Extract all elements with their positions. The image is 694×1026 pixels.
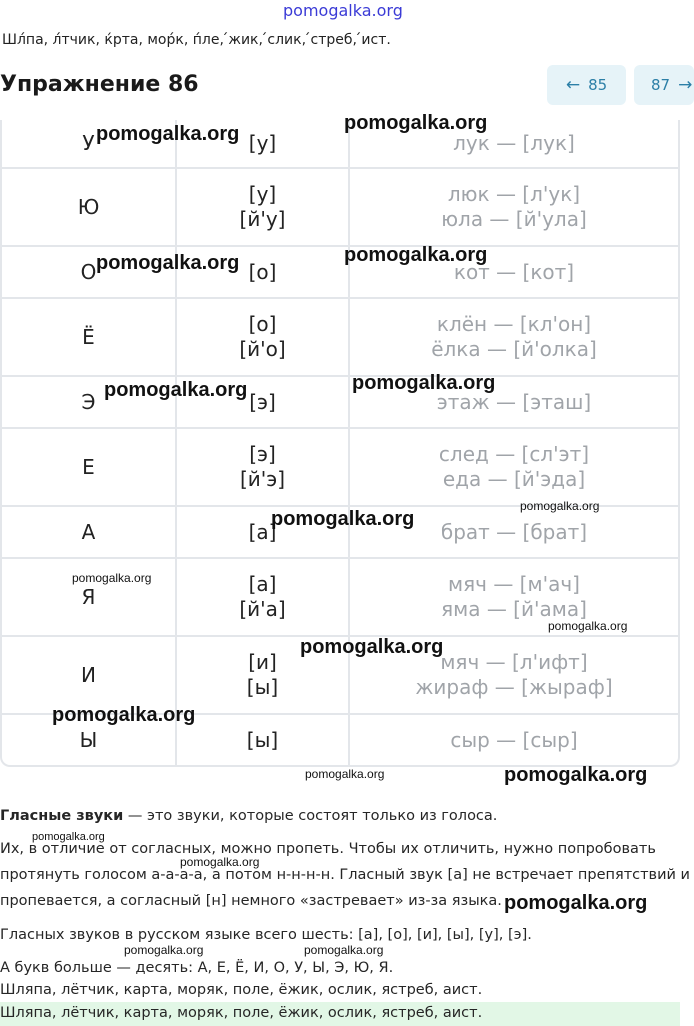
previous-answer-line: Шл́па, л́тчик, ќрта, мор́к, п́ле, ́жик, ́слик, ́стреб, ́ист.: [2, 32, 391, 48]
letter-cell: О: [2, 246, 176, 298]
letter-cell: Э: [2, 376, 176, 428]
table-row: [2, 168, 678, 246]
letter-cell: И: [2, 636, 176, 714]
watermark: pomogalka.org: [180, 855, 260, 869]
arrow-left-icon: ←: [565, 75, 581, 95]
watermark: pomogalka.org: [72, 571, 152, 585]
watermark: pomogalka.org: [305, 767, 385, 781]
watermark: pomogalka.org: [124, 943, 204, 957]
sounds-cell: [э]: [176, 376, 349, 428]
examples-cell: мяч — [м'ач] яма — [й'ама]: [349, 558, 678, 636]
letter-cell: Ю: [2, 168, 176, 246]
vowel-table: [0, 120, 680, 767]
letter-cell: Я: [2, 558, 176, 636]
vowel-sounds-count: Гласных звуков в русском языке всего шесть: [а], [о], [и], [ы], [у], [э].: [0, 927, 532, 943]
watermark: pomogalka.org: [300, 636, 444, 658]
watermark: pomogalka.org: [504, 764, 648, 786]
letter-cell: А: [2, 506, 176, 558]
sounds-cell: [э] [й'э]: [176, 428, 349, 506]
definition-paragraph: [0, 808, 497, 824]
examples-cell: люк — [л'ук] юла — [й'ула]: [349, 168, 678, 246]
watermark: pomogalka.org: [548, 619, 628, 633]
watermark: pomogalka.org: [96, 123, 240, 145]
sounds-cell: [и] [ы]: [176, 636, 349, 714]
sounds-cell: [у] [й'у]: [176, 168, 349, 246]
watermark: pomogalka.org: [104, 379, 248, 401]
watermark: pomogalka.org: [32, 831, 105, 843]
examples-cell: этаж — [эташ]: [349, 376, 678, 428]
watermark: pomogalka.org: [96, 252, 240, 274]
prev-exercise-button[interactable]: [547, 65, 626, 105]
watermark: pomogalka.org: [504, 892, 648, 914]
definition-text: — это звуки, которые состоят только из голоса.: [123, 808, 498, 824]
examples-cell: кот — [кот]: [349, 246, 678, 298]
watermark: pomogalka.org: [344, 244, 488, 266]
next-exercise-label: 87: [651, 76, 671, 94]
watermark: pomogalka.org: [52, 704, 196, 726]
watermark: pomogalka.org: [304, 943, 384, 957]
next-exercise-button[interactable]: [634, 65, 694, 105]
vowel-letters-count: А букв больше — десять: А, Е, Ё, И, О, У, Ы, Э, Ю, Я.: [0, 960, 394, 976]
explanation-line-3: пропевается, а согласный [н] немного «застревает» из-за языка.: [0, 893, 502, 909]
watermark-top: pomogalka.org: [283, 1, 403, 20]
examples-cell: клён — [кл'он] ёлка — [й'олка]: [349, 298, 678, 376]
examples-cell: лук — [лук]: [349, 120, 678, 168]
watermark: pomogalka.org: [271, 508, 415, 530]
letter-cell: Ы: [2, 714, 176, 765]
letter-cell: Ё: [2, 298, 176, 376]
watermark: pomogalka.org: [344, 112, 488, 134]
definition-term: Гласные звуки: [0, 808, 124, 824]
answer-line-highlighted: Шляпа, лётчик, карта, моряк, поле, ёжик, ослик, ястреб, аист.: [0, 1005, 483, 1021]
watermark: pomogalka.org: [520, 499, 600, 513]
letter-cell: У: [2, 120, 176, 168]
sounds-cell: [ы]: [176, 714, 349, 765]
examples-cell: след — [сл'эт] еда — [й'эда]: [349, 428, 678, 506]
sounds-cell: [о] [й'о]: [176, 298, 349, 376]
examples-cell: сыр — [сыр]: [450, 727, 578, 752]
prev-exercise-label: 85: [588, 76, 608, 94]
explanation-line-1: Их, в отличие от согласных, можно пропеть. Чтобы их отличить, нужно попробовать: [0, 841, 656, 857]
sounds-cell: [у]: [176, 120, 349, 168]
examples-cell: мяч — [л'ифт] жираф — [жыраф]: [349, 636, 678, 714]
table-row: [2, 428, 678, 506]
sounds-cell: [а] [й'а]: [176, 558, 349, 636]
page-title: Упражнение 86: [0, 72, 199, 97]
arrow-right-icon: →: [678, 75, 693, 95]
sounds-cell: [о]: [176, 246, 349, 298]
table-row: [2, 298, 678, 376]
examples-cell: брат — [брат]: [349, 506, 678, 558]
explanation-line-2: протянуть голосом а-а-а-а, а потом н-н-н-н. Гласный звук [а] не встречает препятствий и: [0, 867, 690, 883]
answer-line: Шляпа, лётчик, карта, моряк, поле, ёжик, ослик, ястреб, аист.: [0, 982, 483, 998]
sounds-cell: [а]: [176, 506, 349, 558]
watermark: pomogalka.org: [352, 372, 496, 394]
letter-cell: Е: [2, 428, 176, 506]
